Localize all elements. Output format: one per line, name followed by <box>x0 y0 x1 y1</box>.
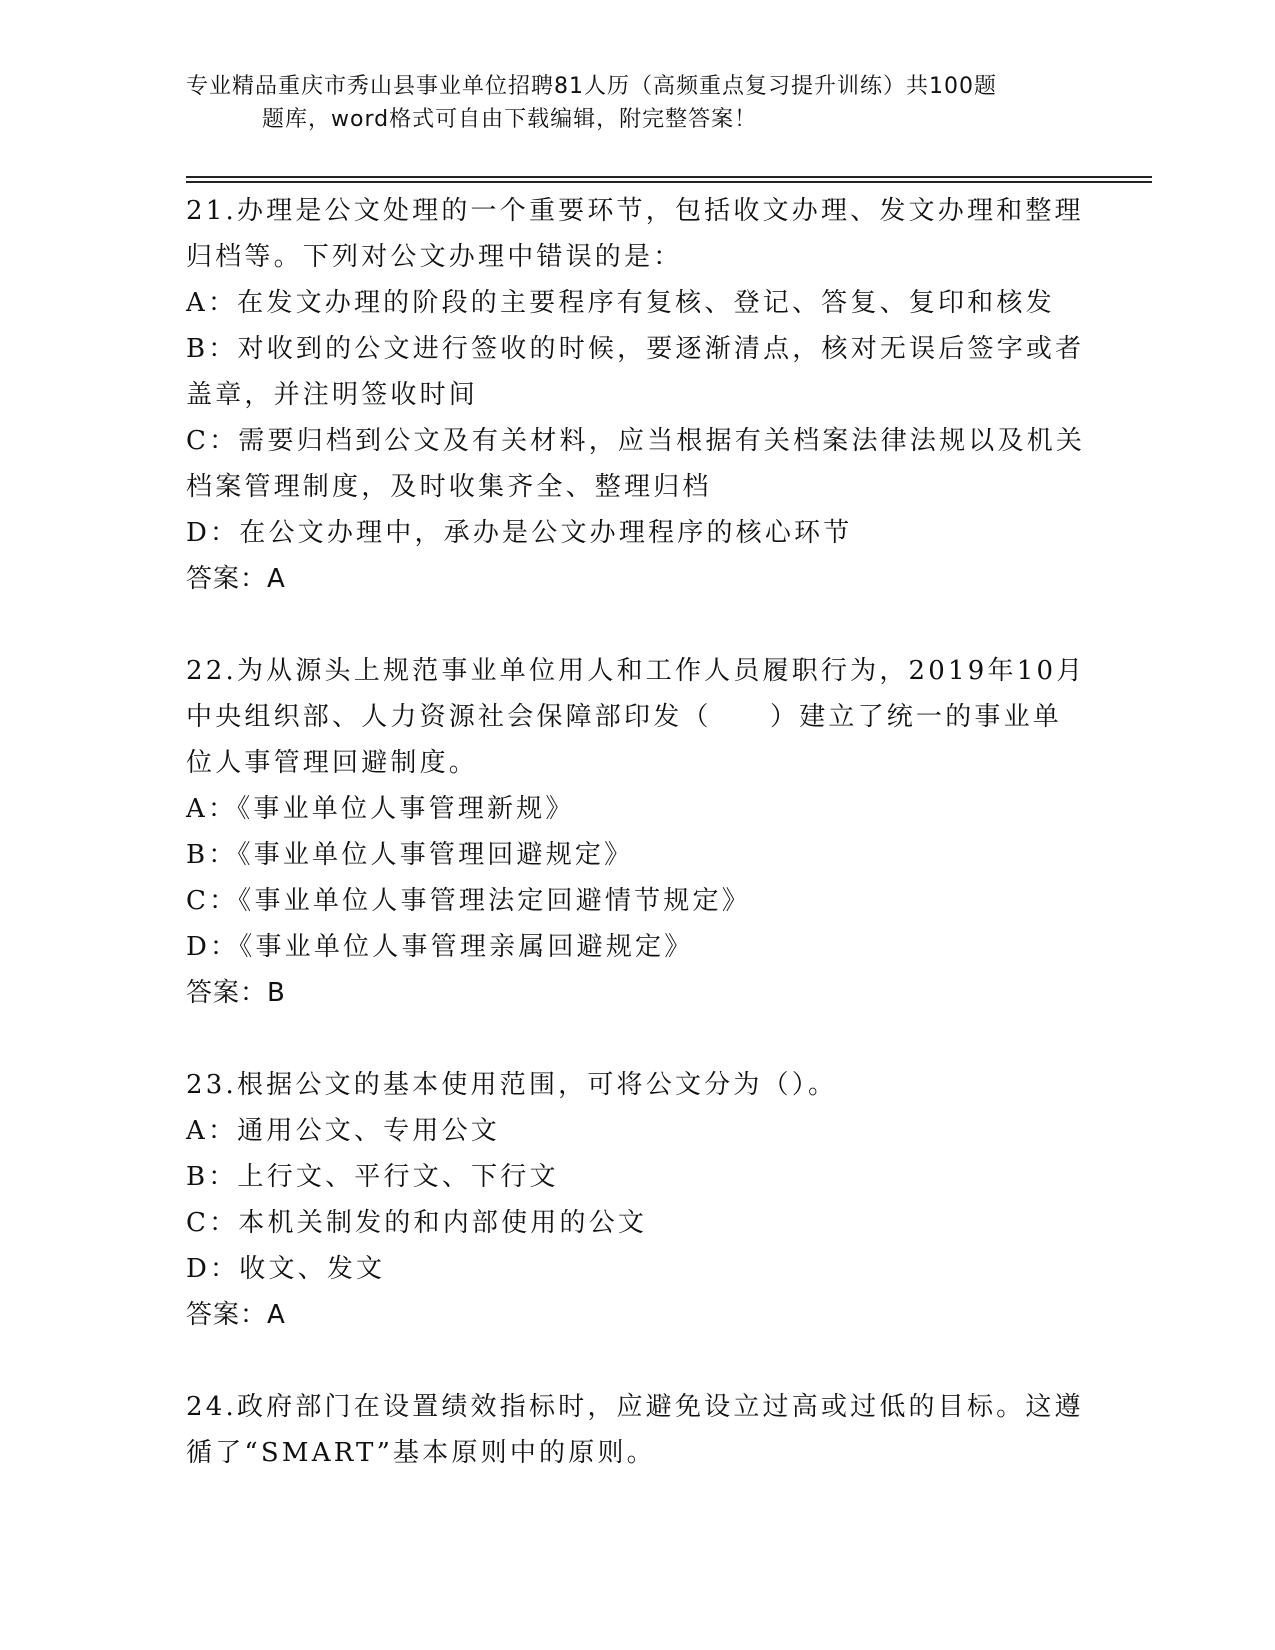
question-22 <box>186 648 1086 1016</box>
option-a: A：《事业单位人事管理新规》 <box>186 794 575 824</box>
option-b: B：上行文、平行文、下行文 <box>186 1162 559 1192</box>
header-divider-top <box>186 176 1152 178</box>
option-d: D：《事业单位人事管理亲属回避规定》 <box>186 932 694 962</box>
question-text: 22.为从源头上规范事业单位用人和工作人员履职行为，2019年10月中央组织部、人力资源社会保障部印发（ ）建立了统一的事业单位人事管理回避制度。 <box>186 656 1086 778</box>
answer-label: 答案：B <box>186 978 286 1008</box>
answer-label: 答案：A <box>186 564 286 594</box>
option-c: C：《事业单位人事管理法定回避情节规定》 <box>186 886 751 916</box>
answer-label: 答案：A <box>186 1300 286 1330</box>
document-header <box>186 70 1086 136</box>
question-spacer <box>186 1016 1086 1062</box>
question-24 <box>186 1384 1086 1476</box>
header-title-line-2: 题库，word格式可自由下载编辑，附完整答案！ <box>262 107 758 132</box>
option-d: D：在公文办理中，承办是公文办理程序的核心环节 <box>186 518 853 548</box>
option-d: D：收文、发文 <box>186 1254 386 1284</box>
question-text: 23.根据公文的基本使用范围，可将公文分为（）。 <box>186 1070 838 1100</box>
question-spacer <box>186 602 1086 648</box>
header-title-line-1: 专业精品重庆市秀山县事业单位招聘81人历（高频重点复习提升训练）共100题 <box>186 74 997 99</box>
question-list <box>186 188 1086 1476</box>
option-b: B：对收到的公文进行签收的时候，要逐渐清点，核对无误后签字或者盖章，并注明签收时间 <box>186 334 1085 410</box>
option-c: C：需要归档到公文及有关材料，应当根据有关档案法律法规以及机关档案管理制度，及时收集齐全、整理归档 <box>186 426 1086 502</box>
question-spacer <box>186 1338 1086 1384</box>
option-c: C：本机关制发的和内部使用的公文 <box>186 1208 648 1238</box>
option-b: B：《事业单位人事管理回避规定》 <box>186 840 634 870</box>
question-23 <box>186 1062 1086 1338</box>
question-text: 24.政府部门在设置绩效指标时，应避免设立过高或过低的目标。这遵循了“SMART”基本原则中的原则。 <box>186 1392 1084 1468</box>
option-a: A：通用公文、专用公文 <box>186 1116 500 1146</box>
option-a: A：在发文办理的阶段的主要程序有复核、登记、答复、复印和核发 <box>186 288 1055 318</box>
question-21 <box>186 188 1086 602</box>
header-divider-bottom <box>186 181 1152 183</box>
question-text: 21.办理是公文处理的一个重要环节，包括收文办理、发文办理和整理归档等。下列对公文办理中错误的是： <box>186 196 1084 272</box>
